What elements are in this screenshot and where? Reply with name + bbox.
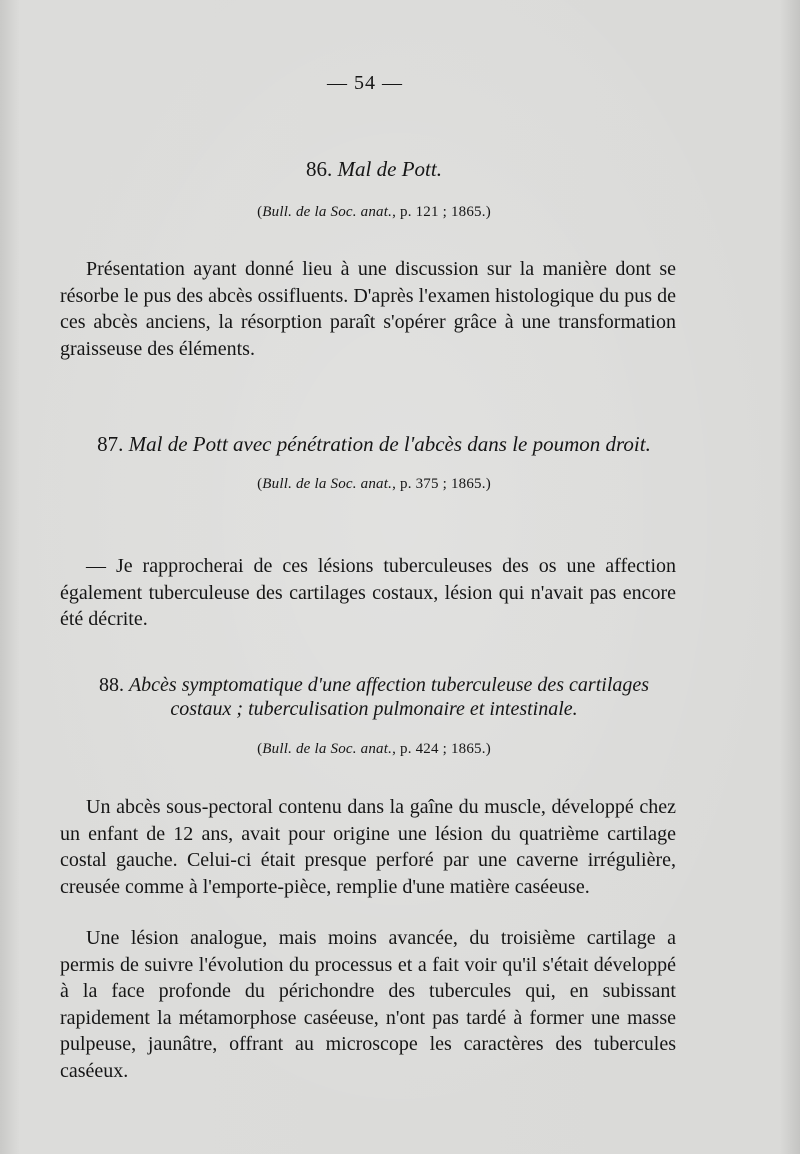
entry-88-ref-source: Bull. de la Soc. anat.	[262, 741, 393, 757]
entry-86-ref-source: Bull. de la Soc. anat.	[262, 204, 393, 220]
entry-86-ref-rest: , p. 121 ; 1865.	[392, 204, 486, 220]
entry-86-title: Mal de Pott.	[337, 157, 442, 181]
entry-87-title: Mal de Pott avec pénétration de l'abcès dans le poumon droit.	[128, 432, 651, 456]
entry-87-reference: (Bull. de la Soc. anat., p. 375 ; 1865.)	[257, 476, 491, 492]
entry-86-heading	[60, 156, 688, 182]
entry-88-paragraph-1: Un abcès sous-pectoral contenu dans la gaîne du muscle, développé chez un enfant de 12 ans, avait pour origine une lésion du quatrième cartilage costal gauche. Celui-ci était presque perforé par une caverne irrégulière, creusée comme à l'emporte-pièce, remplie d'une matière caséeuse.	[60, 796, 676, 898]
page-number: — 54 —	[327, 72, 403, 94]
entry-88-title: Abcès symptomatique d'une affection tuberculeuse des cartilages costaux ; tuberculisation pulmonaire et intestinale.	[128, 674, 650, 720]
entry-86-reference: (Bull. de la Soc. anat., p. 121 ; 1865.)	[257, 204, 491, 220]
entry-87-ref-source: Bull. de la Soc. anat.	[262, 476, 393, 492]
intro-paragraph: — Je rapprocherai de ces lésions tuberculeuses des os une affection également tuberculeuse des cartilages costaux, lésion qui n'avait pas encore été décrite.	[60, 555, 676, 630]
entry-88-paragraph-2: Une lésion analogue, mais moins avancée, du troisième cartilage a permis de suivre l'évolution du processus et a fait voir qu'il s'était développé à la face profonde du périchondre des tubercules qui, en subissant rapidement la métamorphose caséeuse, n'ont pas tardé à former une masse pulpeuse, jaunâtre, offrant au microscope les caractères des tubercules caséeux.	[60, 927, 676, 1082]
entry-87-heading	[60, 431, 688, 457]
entry-88-ref-rest: , p. 424 ; 1865.	[392, 741, 486, 757]
entry-88-number: 88.	[98, 674, 124, 696]
entry-88-heading	[72, 673, 676, 721]
entry-87-ref-rest: , p. 375 ; 1865.	[392, 476, 486, 492]
entry-87-number: 87.	[97, 432, 124, 456]
entry-86-number: 86.	[306, 157, 333, 181]
entry-88-reference: (Bull. de la Soc. anat., p. 424 ; 1865.)	[257, 741, 491, 757]
entry-86-paragraph: Présentation ayant donné lieu à une discussion sur la manière dont se résorbe le pus des abcès ossifluents. D'après l'examen histologique du pus de ces abcès anciens, la résorption paraît s'opérer grâce à une transformation graisseuse des éléments.	[60, 258, 676, 360]
